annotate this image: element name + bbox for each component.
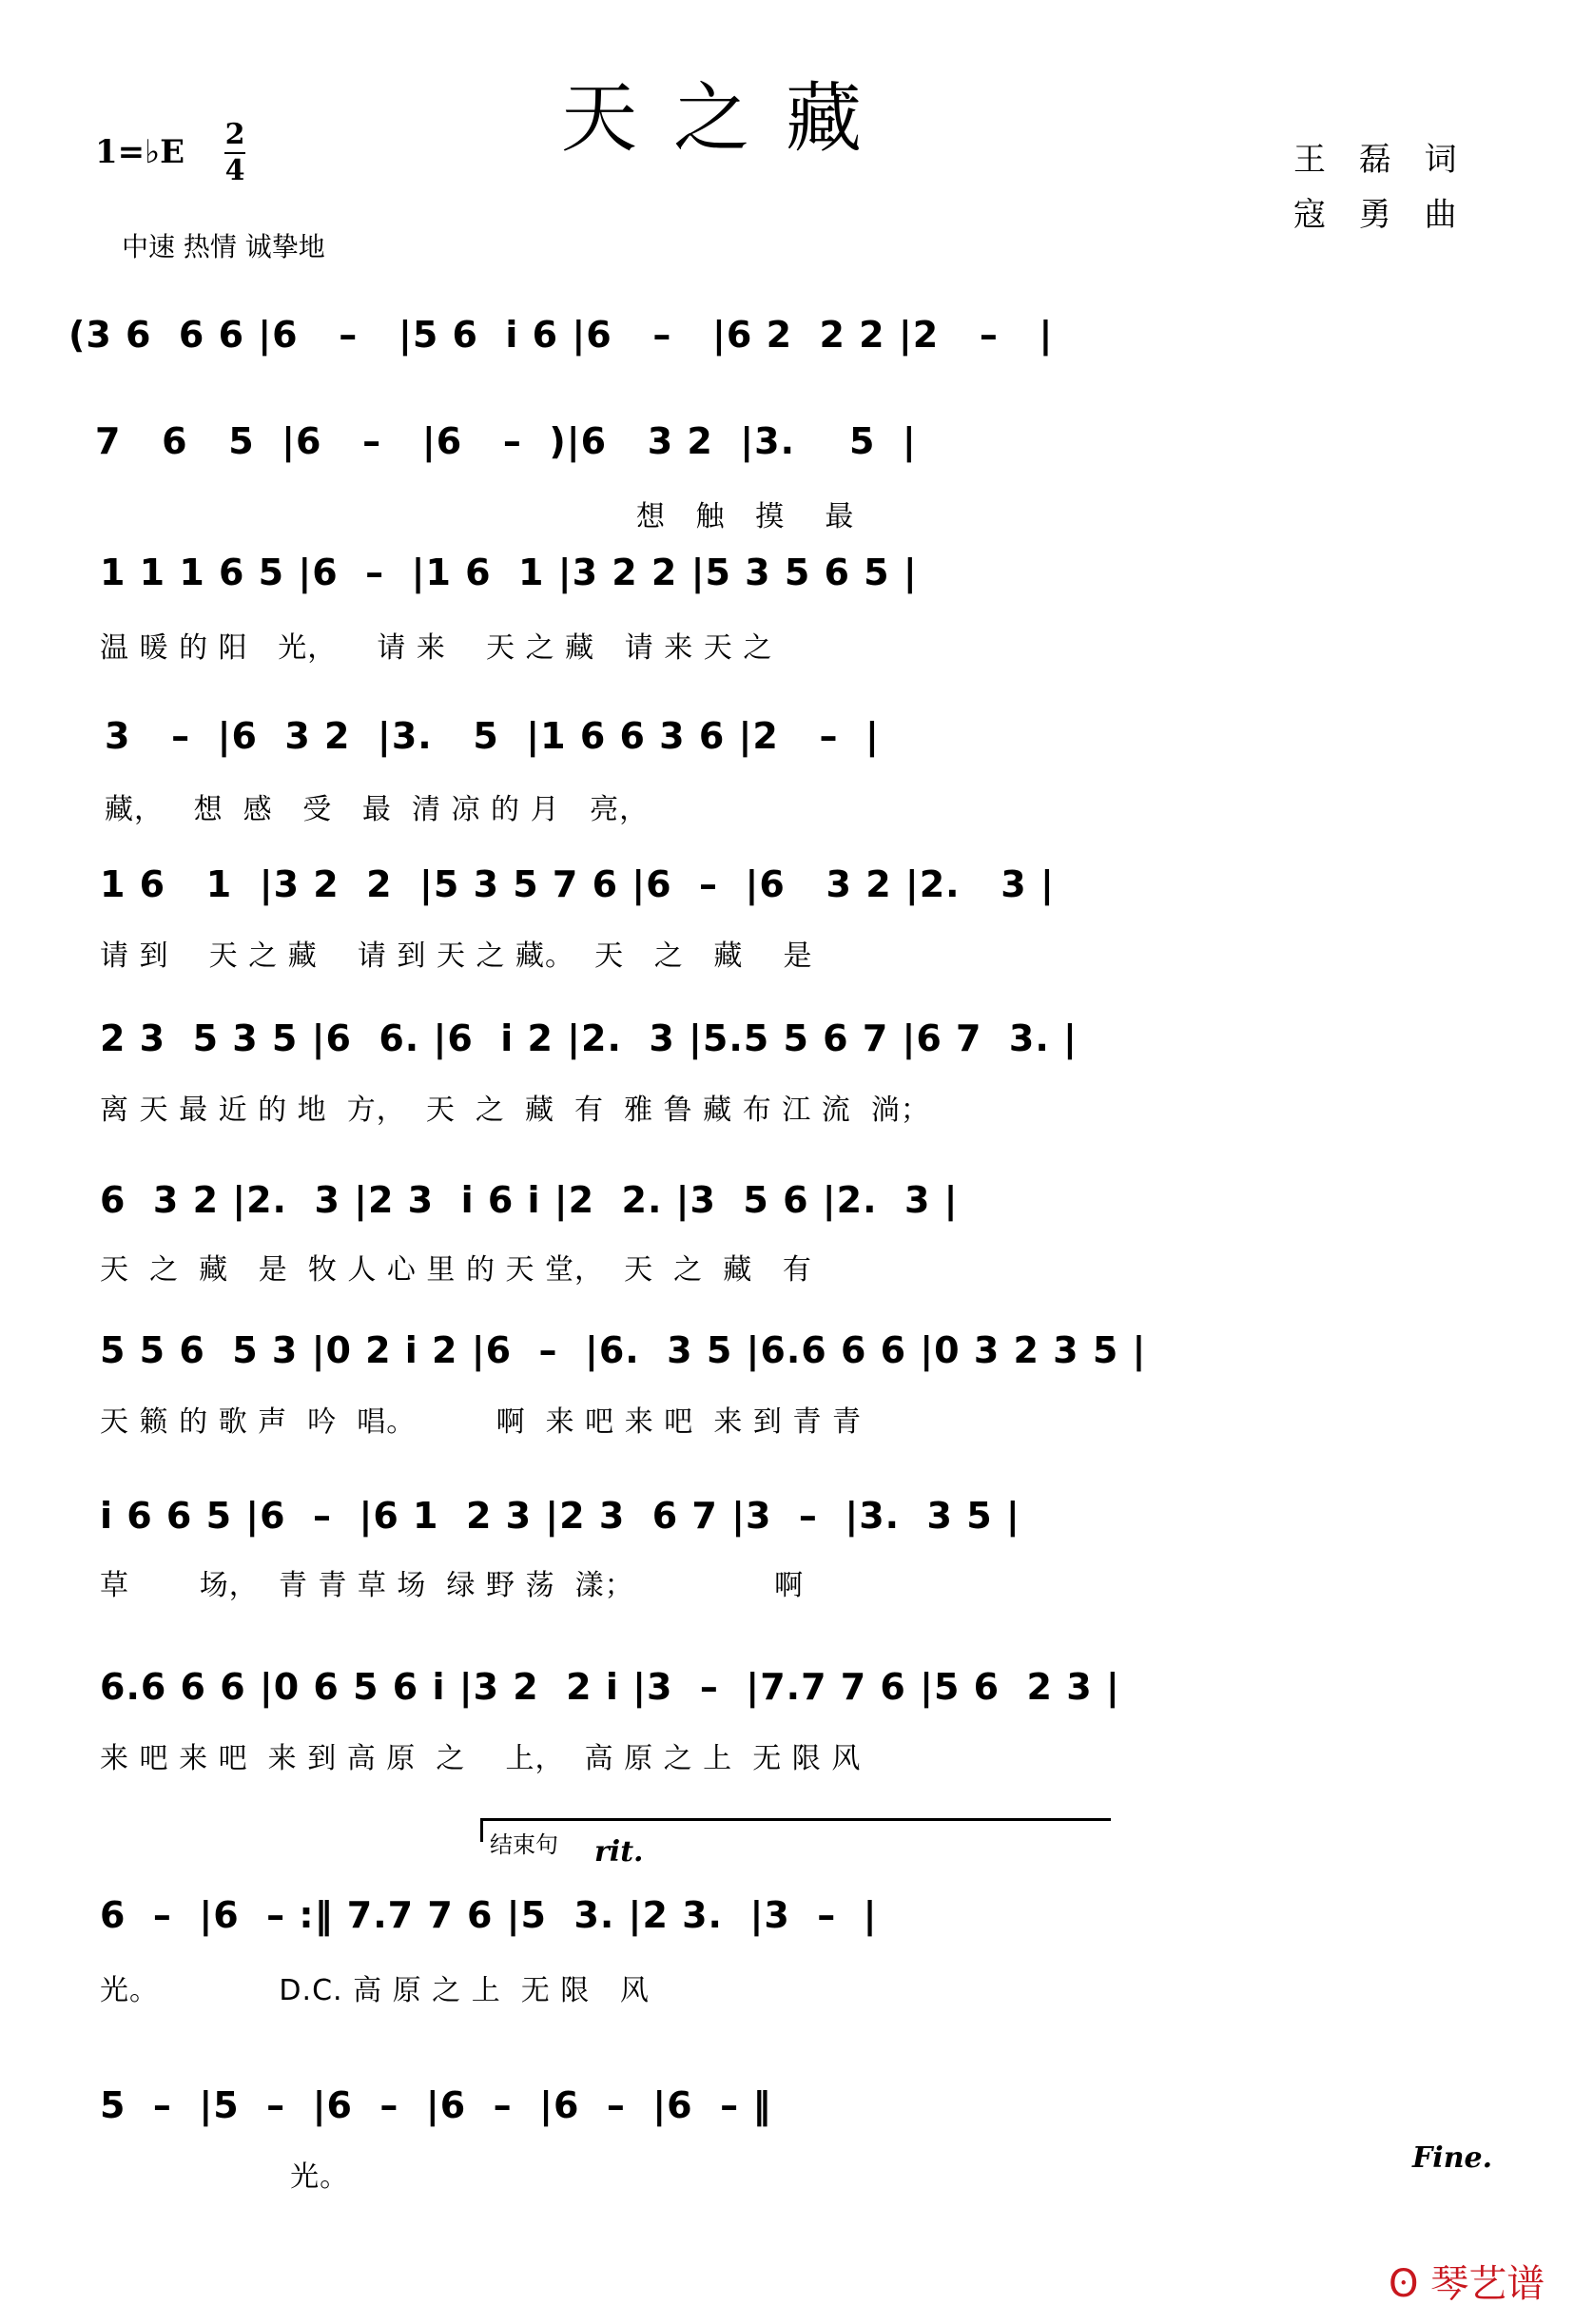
notation-row-11: 6 – |6 – :‖ 7.7 7 6 |5 3. |2 3. |3 – |: [100, 1894, 878, 1936]
time-signature: [221, 120, 249, 186]
notation-row-9: i 6 6 5 |6 – |6 1 2 3 |2 3 6 7 |3 – |3. 3 5 |: [100, 1495, 1020, 1537]
key-signature: 1=♭E: [95, 133, 185, 171]
composer-credit: 寇 勇 曲: [1293, 196, 1468, 234]
logo-text: 琴艺谱: [1430, 2262, 1545, 2306]
lyrics-row-5: 请 到 天 之 藏 请 到 天 之 藏。 天 之 藏 是: [100, 939, 813, 973]
ending-label: 结束句: [490, 1831, 558, 1858]
notation-row-4: 3 – |6 3 2 |3. 5 |1 6 6 3 6 |2 – |: [105, 715, 880, 757]
notation-row-6: 2 3 5 3 5 |6 6. |6 i 2 |2. 3 |5.5 5 6 7 |6 7 3. |: [100, 1017, 1078, 1059]
notation-row-7: 6 3 2 |2. 3 |2 3 i 6 i |2 2. |3 5 6 |2. 3 |: [100, 1179, 959, 1221]
lyrics-row-3: 温 暖 的 阳 光， 请 来 天 之 藏 请 来 天 之: [100, 631, 773, 665]
tempo-marking: 中速 热情 诚挚地: [122, 231, 325, 262]
rit-marking: rit.: [594, 1835, 644, 1869]
watermark-logo: [1389, 2254, 1545, 2308]
lyrics-row-4: 藏， 想 感 受 最 清 凉 的 月 亮，: [105, 793, 650, 826]
lyrics-row-2: 想 触 摸 最: [95, 500, 855, 533]
lyricist-credit: 王 磊 词: [1293, 141, 1468, 179]
notation-row-5: 1 6 1 |3 2 2 |5 3 5 7 6 |6 – |6 3 2 |2. 3 |: [100, 863, 1055, 905]
lyrics-row-6: 离 天 最 近 的 地 方， 天 之 藏 有 雅 鲁 藏 布 江 流 淌；: [100, 1094, 930, 1127]
notation-row-12: 5 – |5 – |6 – |6 – |6 – |6 – ‖: [100, 2084, 772, 2126]
notation-row-10: 6.6 6 6 |0 6 5 6 i |3 2 2 i |3 – |7.7 7 6 |5 6 2 3 |: [100, 1666, 1120, 1708]
lyrics-row-9: 草 场， 青 青 草 场 绿 野 荡 漾； 啊: [100, 1569, 805, 1602]
lyrics-row-8: 天 籁 的 歌 声 吟 唱。 啊 来 吧 来 吧 来 到 青 青: [100, 1405, 862, 1439]
notation-row-8: 5 5 6 5 3 |0 2 i 2 |6 – |6. 3 5 |6.6 6 6 |0 3 2 3 5 |: [100, 1329, 1147, 1371]
lyrics-row-7: 天 之 藏 是 牧 人 心 里 的 天 堂， 天 之 藏 有: [100, 1253, 812, 1287]
page-title: 天之藏: [561, 74, 898, 163]
notation-row-2: 7 6 5 |6 – |6 – )|6 3 2 |3. 5 |: [95, 420, 917, 462]
fine-marking: Fine.: [1412, 2141, 1493, 2175]
time-signature-bottom: 4: [224, 154, 245, 187]
ending-bracket: [480, 1818, 1111, 1842]
notation-row-1: (3 6 6 6 |6 – |5 6 i 6 |6 – |6 2 2 2 |2 – |: [68, 314, 1054, 356]
lyrics-row-11: 光。 D.C. 高 原 之 上 无 限 风: [100, 1974, 650, 2007]
lyrics-row-12: 光。: [100, 2160, 350, 2194]
logo-mark-icon: ʘ: [1389, 2262, 1419, 2306]
notation-row-3: 1 1 1 6 5 |6 – |1 6 1 |3 2 2 |5 3 5 6 5 |: [100, 552, 918, 593]
time-signature-top: 2: [224, 118, 245, 151]
lyrics-row-10: 来 吧 来 吧 来 到 高 原 之 上， 高 原 之 上 无 限 风: [100, 1742, 862, 1775]
